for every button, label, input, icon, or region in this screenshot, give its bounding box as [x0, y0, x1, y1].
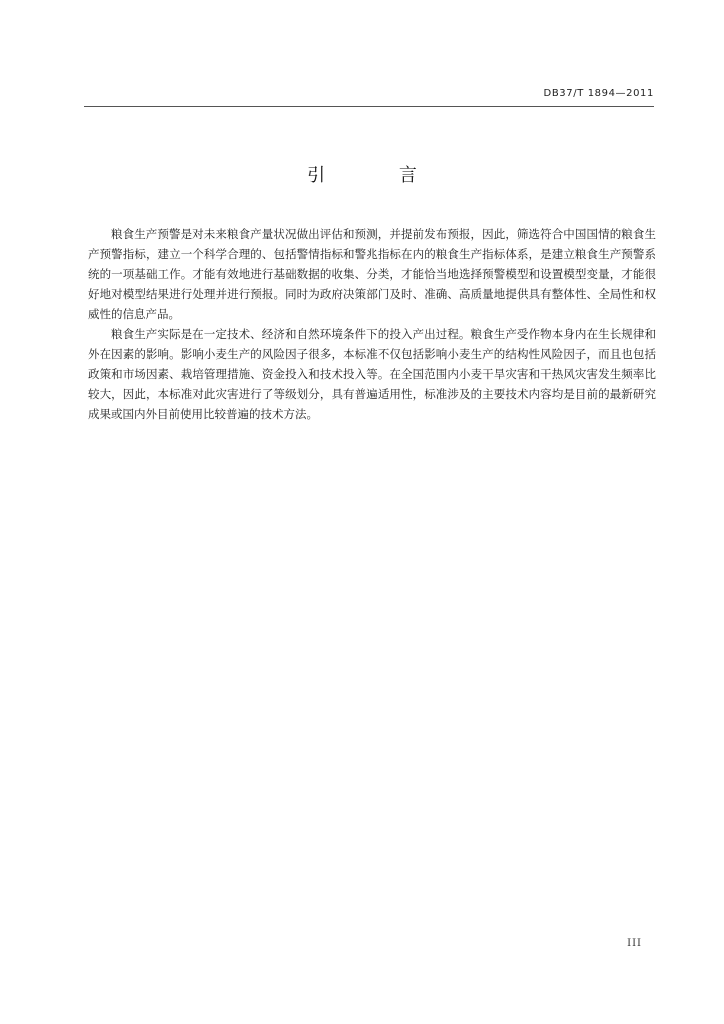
body-text [88, 224, 656, 424]
paragraph: 粮食生产实际是在一定技术、经济和自然环境条件下的投入产出过程。粮食生产受作物本身内在生长规律和外在因素的影响。影响小麦生产的风险因子很多，本标准不仅包括影响小麦生产的结构性风险因子，而且也包括政策和市场因素、栽培管理措施、资金投入和技术投入等。在全国范围内小麦干旱灾害和干热风灾害发生频率比较大，因此，本标准对此灾害进行了等级划分，具有普遍适用性，标准涉及的主要技术内容均是目前的最新研究成果或国内外目前使用比较普遍的技术方法。 [88, 327, 656, 421]
page-title: 引 言 [307, 165, 451, 186]
page-number: III [627, 938, 642, 949]
header-rule [84, 106, 654, 107]
standard-code: DB37/T 1894—2011 [543, 88, 654, 99]
paragraph: 粮食生产预警是对未来粮食产量状况做出评估和预测，并提前发布预报，因此，筛选符合中国国情的粮食生产预警指标，建立一个科学合理的、包括警情指标和警兆指标在内的粮食生产指标体系，是建立粮食生产预警系统的一项基础工作。才能有效地进行基础数据的收集、分类，才能恰当地选择预警模型和设置模型变量，才能很好地对模型结果进行处理并进行预报。同时为政府决策部门及时、准确、高质量地提供具有整体性、全局性和权威性的信息产品。 [88, 227, 656, 321]
